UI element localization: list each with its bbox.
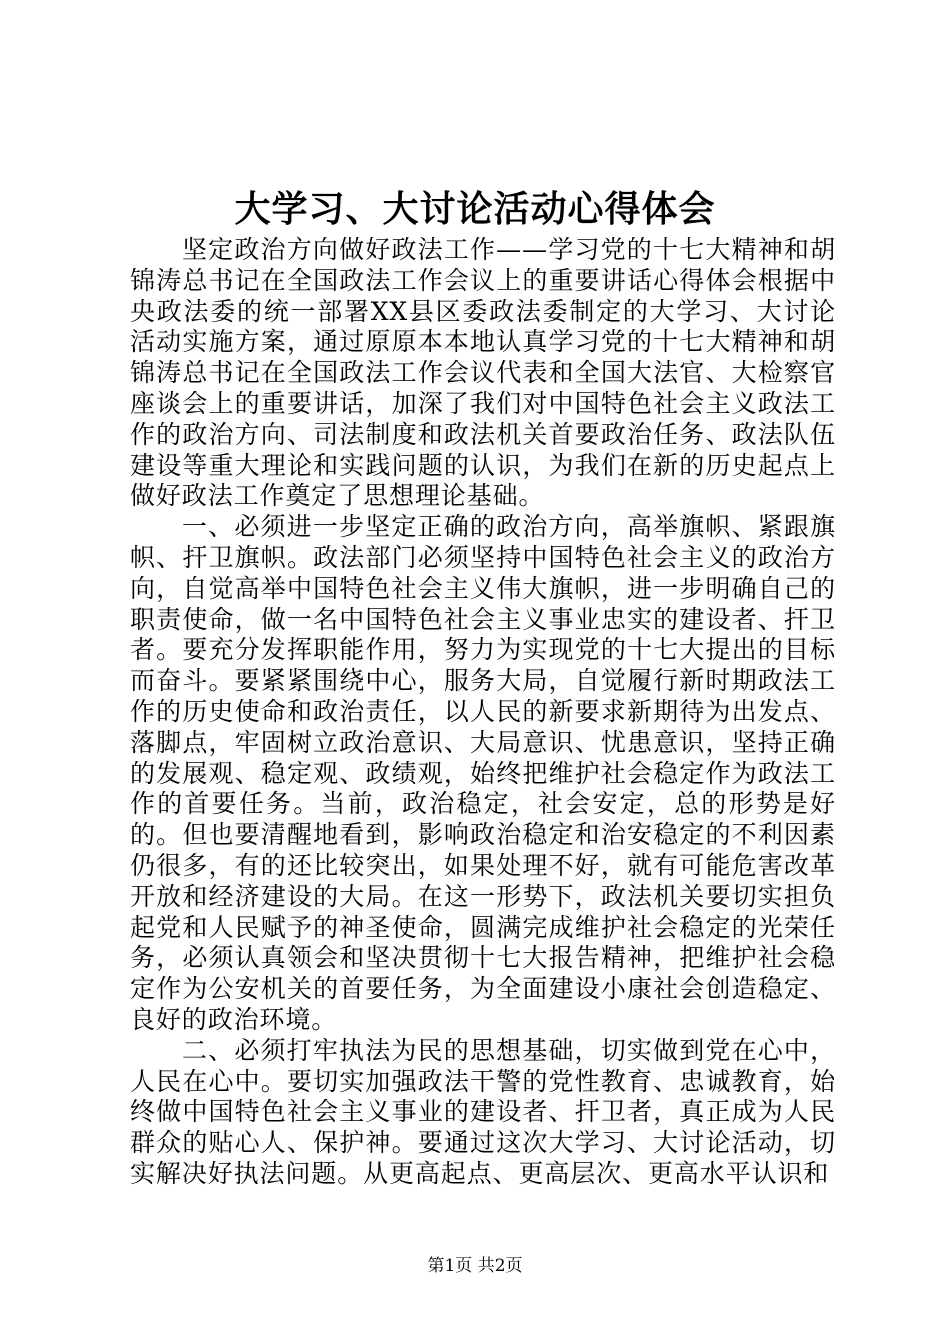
document-body xyxy=(130,235,836,1190)
page-number-footer: 第1页 共2页 xyxy=(427,1256,523,1276)
paragraph-section-one: 一、必须进一步坚定正确的政治方向，高举旗帜、紧跟旗帜、扞卫旗帜。政法部门必须坚持中国特色社会主义的政治方向，自觉高举中国特色社会主义伟大旗帜，进一步明确自己的职责使命，做一名中国特色社会主义事业忠实的建设者、扞卫者。要充分发挥职能作用，努力为实现党的十七大提出的目标而奋斗。要紧紧围绕中心，服务大局，自觉履行新时期政法工作的历史使命和政治责任，以人民的新要求新期待为出发点、落脚点，牢固树立政治意识、大局意识、忧患意识，坚持正确的发展观、稳定观、政绩观，始终把维护社会稳定作为政法工作的首要任务。当前，政治稳定，社会安定，总的形势是好的。但也要清醒地看到，影响政治稳定和治安稳定的不利因素仍很多，有的还比较突出，如果处理不好，就有可能危害改革开放和经济建设的大局。在这一形势下，政法机关要切实担负起党和人民赋予的神圣使命，圆满完成维护社会稳定的光荣任务，必须认真领会和坚决贯彻十七大报告精神，把维护社会稳定作为公安机关的首要任务，为全面建设小康社会创造稳定、良好的政治环境。 xyxy=(130,512,836,1034)
document-title: 大学习、大讨论活动心得体会 xyxy=(234,188,716,230)
paragraph-section-two: 二、必须打牢执法为民的思想基础，切实做到党在心中，人民在心中。要切实加强政法干警的党性教育、忠诚教育，始终做中国特色社会主义事业的建设者、扞卫者，真正成为人民群众的贴心人、保护神。要通过这次大学习、大讨论活动，切实解决好执法问题。从更高起点、更高层次、更高水平认识和 xyxy=(130,1035,836,1188)
paragraph-intro: 坚定政治方向做好政法工作——学习党的十七大精神和胡锦涛总书记在全国政法工作会议上的重要讲话心得体会根据中央政法委的统一部署XX县区委政法委制定的大学习、大讨论活动实施方案，通过原原本本地认真学习党的十七大精神和胡锦涛总书记在全国政法工作会议代表和全国大法官、大检察官座谈会上的重要讲话，加深了我们对中国特色社会主义政法工作的政治方向、司法制度和政法机关首要政治任务、政法队伍建设等重大理论和实践问题的认识，为我们在新的历史起点上做好政法工作奠定了思想理论基础。 xyxy=(130,235,836,511)
